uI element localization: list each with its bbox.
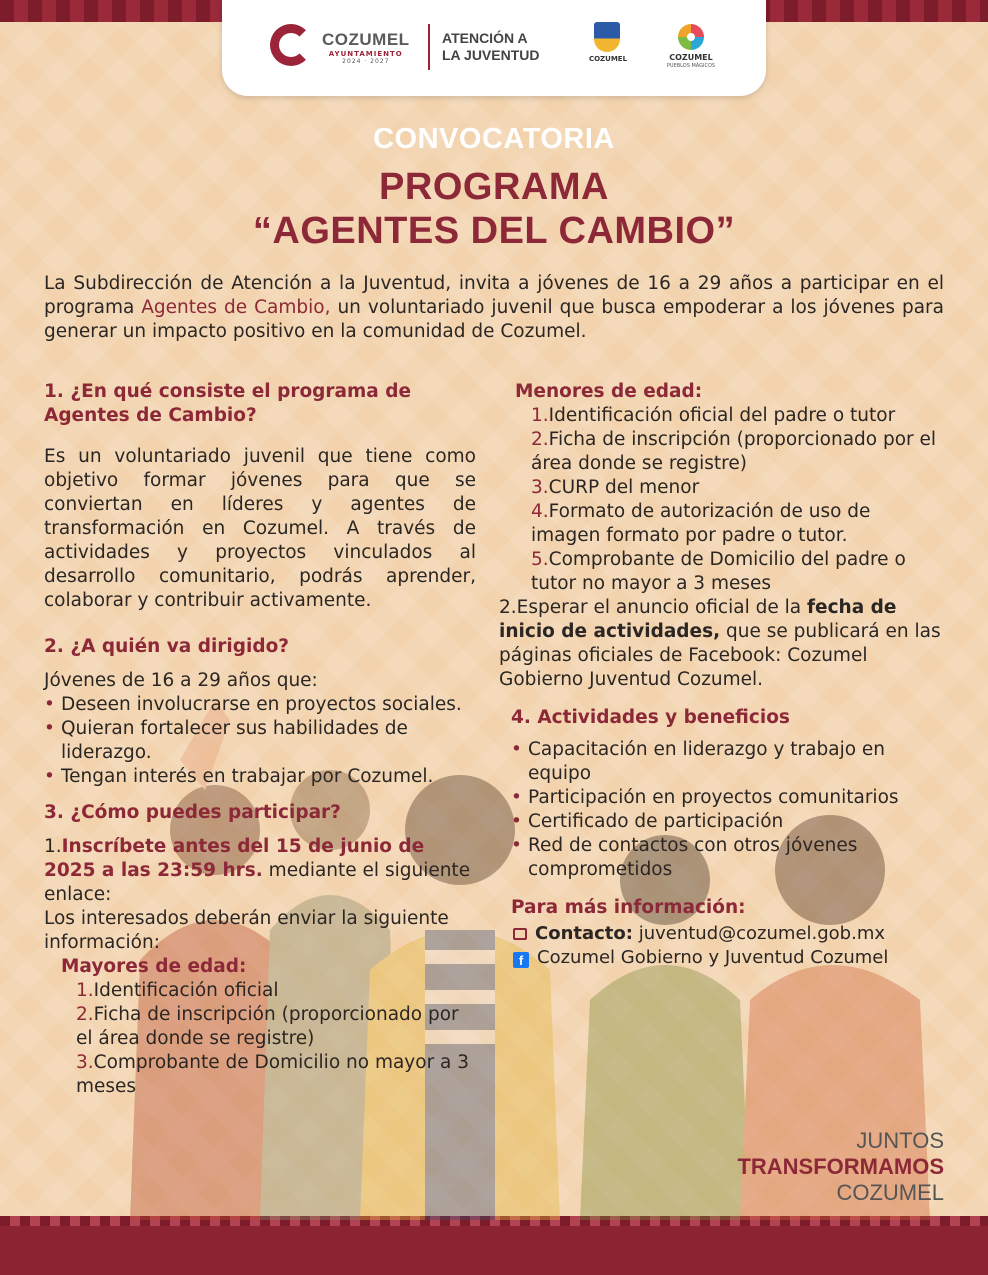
contact-heading: Para más información: [511,897,746,918]
department-name [442,30,540,64]
benefit-item: • Red de contactos con otros jóvenes comprometidos [511,834,945,882]
contact-facebook-row [513,946,945,970]
section-2-lead: Jóvenes de 16 a 29 años que: [44,670,318,691]
req-text: Comprobante de Domicilio no mayor a 3 meses [76,1052,470,1097]
slogan [737,1128,944,1206]
header-logos [222,0,766,96]
slogan-line-3: COZUMEL [836,1180,944,1205]
section-1-heading: 1. ¿En qué consiste el programa de Agentes de Cambio? [44,381,412,426]
step-1-text: mediante el siguiente enlace: [44,860,471,905]
benefit-item: • Certificado de participación [511,810,945,834]
adults-list [76,979,476,1099]
intro-highlight: Agentes de Cambio, [141,297,331,318]
bottom-band [0,1226,988,1275]
req-number: 3. [531,477,549,498]
benefit-item: • Capacitación en liderazgo y trabajo en equipo [511,738,945,786]
req-number: 2. [531,429,549,450]
intro-text: La Subdirección de Atención a la Juventud, invita a jóvenes de 16 a 29 años a participar en el programa [44,273,944,318]
right-column [499,380,945,970]
shield-icon [594,22,620,52]
adult-requirement [76,979,476,1003]
shield-label: COZUMEL [588,55,628,63]
step-2-text-end: que se publicará en las páginas oficiales de Facebook: Cozumel Gobierno Juventud Cozumel. [499,621,941,690]
benefit-item: • Participación en proyectos comunitarios [511,786,945,810]
program-title-line-2: “AGENTES DEL CAMBIO” [252,210,736,252]
cozumel-logo-icon [270,24,312,66]
step-1-number: 1. [44,836,62,857]
req-text: Ficha de inscripción (proporcionado por el área donde se registre) [531,429,937,474]
program-title [0,165,988,253]
step-1-deadline: Inscríbete antes del 15 de junio de 2025 a las 23:59 hrs. [44,836,425,881]
mail-icon [513,928,527,940]
logo-sub: AYUNTAMIENTO [328,50,403,58]
slogan-line-2: TRANSFORMAMOS [737,1154,944,1179]
section-4-heading: 4. Actividades y beneficios [511,707,790,728]
contact-facebook[interactable]: Cozumel Gobierno y Juventud Cozumel [537,947,889,968]
minor-requirement [531,428,945,476]
req-text: Comprobante de Domicilio del padre o tutor no mayor a 3 meses [531,549,906,594]
minors-heading: Menores de edad: [515,381,703,402]
req-text: Identificación oficial del padre o tutor [548,405,896,426]
logo-name: COZUMEL [322,30,410,49]
adults-heading: Mayores de edad: [61,956,247,977]
slogan-line-1: JUNTOS [856,1128,944,1153]
left-column [44,380,476,1099]
req-number: 4. [531,501,549,522]
minor-requirement [531,548,945,596]
kicker-title: CONVOCATORIA [373,123,615,155]
contact-email[interactable]: juventud@cozumel.gob.mx [632,923,886,944]
tourism-label: COZUMEL [669,53,713,62]
contact-label: Contacto: [535,923,633,944]
req-text: CURP del menor [548,477,700,498]
req-number: 1. [76,980,94,1001]
req-number: 1. [531,405,549,426]
section-2-heading: 2. ¿A quién va dirigido? [44,636,290,657]
req-text: Identificación oficial [93,980,279,1001]
minor-requirement [531,500,945,548]
section-1-body: Es un voluntariado juvenil que tiene como objetivo formar jóvenes para que se conviertan en líderes y agentes de transformación en Cozumel. A través de actividades y proyectos vinculados al desarrollo comunitario, podrás aprender, colaborar y contribuir activamente. [44,446,476,611]
section-3-heading: 3. ¿Cómo puedes participar? [44,802,341,823]
info-lead: Los interesados deberán enviar la siguiente información: [44,908,449,953]
program-title-line-1: PROGRAMA [379,166,609,208]
audience-item: • Tengan interés en trabajar por Cozumel. [44,765,476,789]
benefits-list [511,738,945,882]
tourism-sub: PUEBLOS MÁGICOS [666,63,716,69]
minor-requirement [531,476,945,500]
intro-paragraph [44,272,944,344]
adult-requirement [76,1003,476,1051]
department-line-2: LA JUVENTUD [442,47,540,63]
req-text: Formato de autorización de uso de imagen formato por padre o tutor. [531,501,871,546]
req-number: 3. [76,1052,94,1073]
intro-text-end: un voluntariado juvenil que busca empoderar a los jóvenes para generar un impacto positivo en la comunidad de Cozumel. [44,297,944,342]
department-line-1: ATENCIÓN A [442,30,528,46]
req-text: Ficha de inscripción (proporcionado por el área donde se registre) [76,1004,459,1049]
step-2 [499,596,945,692]
contact-email-row [513,922,945,946]
audience-item: • Quieran fortalecer sus habilidades de liderazgo. [44,717,476,765]
step-2-text: 2.Esperar el anuncio oficial de la [499,597,807,618]
cozumel-logo-text [322,30,410,65]
adult-requirement [76,1051,476,1099]
facebook-icon: f [513,952,529,968]
minor-requirement [531,404,945,428]
tourism-flower-icon [678,24,704,50]
minors-list [531,404,945,596]
logo-years: 2024 · 2027 [342,58,390,65]
step-1 [44,835,476,907]
req-number: 2. [76,1004,94,1025]
header-divider [428,24,430,70]
audience-item: • Deseen involucrarse en proyectos sociales. [44,693,476,717]
req-number: 5. [531,549,549,570]
step-2-bold: fecha de inicio de actividades, [499,597,897,642]
